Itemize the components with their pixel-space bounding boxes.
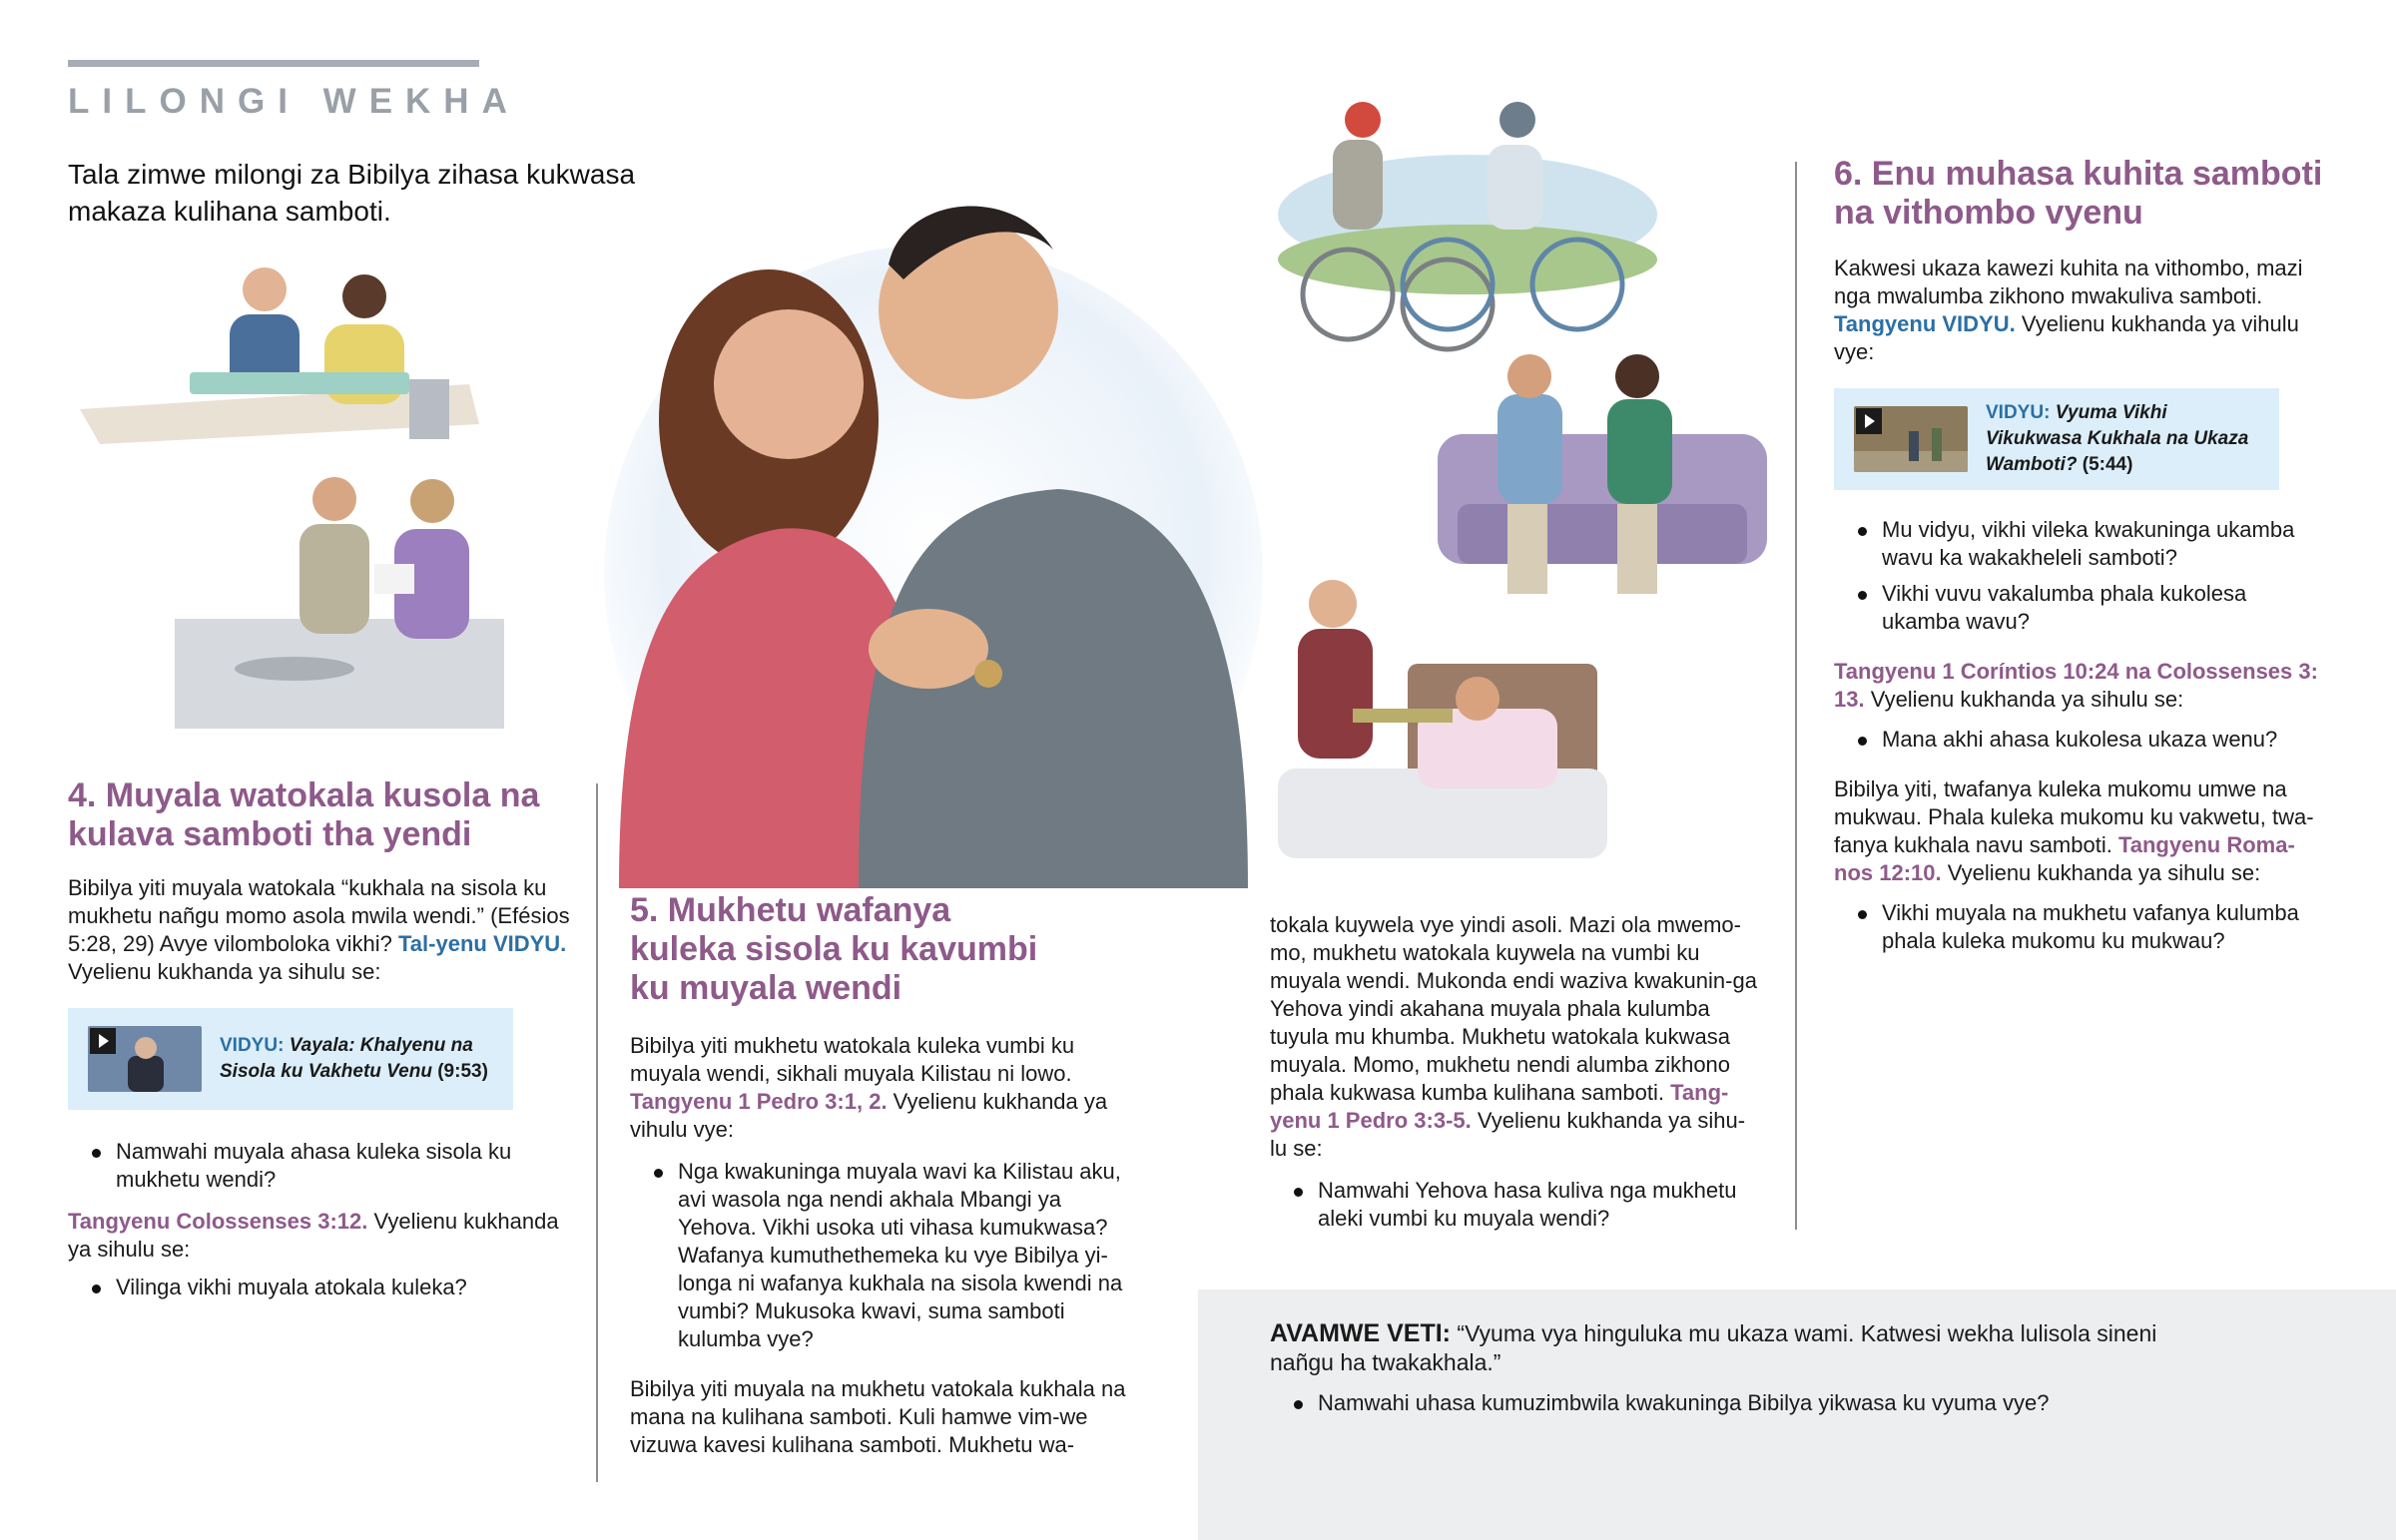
question-item: Vikhi muyala na mukhetu vafanya kulumba phala kuleka mukomu ku mukwau?: [1834, 899, 2323, 955]
objection-quote: [1270, 1319, 2208, 1377]
section-6-text-2: Vyelienu kukhanda ya sihulu se:: [1864, 687, 2184, 712]
play-icon: [90, 1028, 116, 1054]
section-5-heading: 5. Mukhetu wafanya kuleka sisola ku kavumbi ku muyala wendi: [630, 891, 1038, 1007]
objection-text: “Vyuma vya hinguluka mu ukaza wami. Katwesi wekha lulisola sineni nañgu ha twakakhala.”: [1270, 1320, 2157, 1375]
section-6-text: Kakwesi ukaza kawezi kuhita na vithombo, mazi nga mwalumba zikhono mwakuliva samboti.: [1834, 256, 2303, 308]
section-6-text-3: Bibilya yiti, twafanya kuleka mukomu umwe na mukwau. Phala kuleka mukomu ku vakwetu, twa-fanya kukhala navu samboti.: [1834, 776, 2314, 857]
question-item: Namwahi Yehova hasa kuliva nga mukhetu aleki vumbi ku muyala wendi?: [1270, 1177, 1759, 1233]
section-5-paragraph-2: Bibilya yiti muyala na mukhetu vatokala kukhala na mana na kulihana samboti. Kuli hamwe vim-we vizuwa kavesi kulihana samboti. Mukhetu wa-: [630, 1376, 1126, 1457]
section-6-paragraph-3: [1834, 775, 2323, 887]
question-item: Namwahi uhasa kumuzimbwila kwakuninga Bibilya yikwasa ku vyuma vye?: [1270, 1389, 2208, 1417]
question-item: Vikhi vuvu vakalumba phala kukolesa ukamba wavu?: [1834, 580, 2323, 636]
video-duration: (5:44): [2082, 454, 2133, 475]
section-4-text-2: Vyelienu kukhanda ya sihulu se:: [68, 1209, 559, 1262]
section-6-questions-3: [1834, 899, 2323, 955]
video-label: VIDYU:: [1986, 402, 2051, 423]
video-thumbnail: [88, 1026, 202, 1092]
video-label: VIDYU:: [220, 1035, 285, 1056]
section-6-paragraph-2: [1834, 658, 2323, 714]
section-5: [630, 891, 1129, 1459]
section-5-text-3: tokala kuywela vye yindi asoli. Mazi ola mwemo-mo, mukhetu watokala kuywela na vumbi ku muyala wendi. Mukonda endi waziva kwakunin-ga Yehova yindi akahana muyala phala kulumba tuyula mu khumba. Mukhetu watokala kukwasa muyala. Momo, mukhetu nendi alumba zikhono phala kukwasa kumba kulihana samboti.: [1270, 912, 1757, 1105]
column-divider: [596, 783, 598, 1482]
cycling-couple-illustration: [1268, 95, 1657, 364]
question-item: Nga kwakuninga muyala wavi ka Kilistau aku, avi wasola nga nendi akhala Mbangi ya Yehova. Vikhi usoka uti vihasa kumukwasa? Wafanya kumuthethemeka ku vye Bibilya yi-longa ni wafanya kukhala na sisola kwendi na vumbi? Mukusoka kwavi, suma samboti kulumba vye?: [630, 1158, 1129, 1353]
video-card-husbands[interactable]: [68, 1008, 513, 1110]
video-card-marriage[interactable]: [1834, 388, 2279, 490]
section-6-paragraph: [1834, 255, 2323, 366]
video-caption: [1986, 400, 2259, 478]
scripture-ref[interactable]: Tangyenu Colossenses 3:12.: [68, 1209, 368, 1234]
couple-holding-hands-illustration: [559, 170, 1268, 888]
section-6-questions-2: [1834, 726, 2323, 754]
question-item: Mu vidyu, vikhi vileka kwakuninga ukamba wavu ka wakakheleli samboti?: [1834, 516, 2323, 572]
question-item: Mana akhi ahasa kukolesa ukaza wenu?: [1834, 726, 2323, 754]
section-5-text: Bibilya yiti mukhetu watokala kuleka vumbi ku muyala wendi, sikhali muyala Kilistau ni lowo.: [630, 1033, 1075, 1086]
section-5-text-end: Vyelienu kukhanda ya vihulu vye:: [630, 1089, 1108, 1142]
video-link[interactable]: Tangyenu VIDYU.: [1834, 311, 2016, 336]
objection-content: [1270, 1319, 2208, 1417]
section-5-questions: [630, 1158, 1129, 1353]
section-5-paragraph: [630, 1032, 1129, 1144]
section-4-text: Bibilya yiti muyala watokala “kukhala na sisola ku mukhetu nañgu momo asola mwila wendi.” (Efésios 5:28, 29) Avye vilomboloka vikhi?: [68, 875, 570, 956]
section-5-text-3-end: Vyelienu kukhanda ya sihu-lu se:: [1270, 1108, 1746, 1161]
video-link[interactable]: Tal-yenu VIDYU.: [398, 931, 567, 956]
video-title: Vyuma Vikhi Vikukwasa Kukhala na Ukaza Wamboti?: [1986, 402, 2249, 475]
section-5-continued: [1270, 911, 1759, 1233]
section-4: [68, 776, 587, 1301]
section-4-questions-2: [68, 1274, 587, 1301]
section-label: LILONGI WEKHA: [68, 82, 520, 121]
video-thumbnail: [1854, 406, 1968, 472]
video-duration: (9:53): [437, 1061, 488, 1082]
section-6-heading: 6. Enu muhasa kuhita samboti na vithombo vyenu: [1834, 155, 2323, 232]
objection-questions: [1270, 1389, 2208, 1417]
section-rule: [68, 60, 479, 67]
scripture-ref[interactable]: Tangyenu Roma-nos 12:10.: [1834, 832, 2295, 885]
question-item: Namwahi muyala ahasa kuleka sisola ku mukhetu wendi?: [68, 1138, 587, 1194]
kitchen-couple-illustration: [175, 469, 534, 729]
section-5-questions-2: [1270, 1177, 1759, 1233]
caregiving-illustration: [1268, 569, 1627, 883]
section-4-paragraph: [68, 874, 587, 986]
section-6: [1834, 155, 2323, 955]
question-item: Vilinga vikhi muyala atokala kuleka?: [68, 1274, 587, 1301]
study-couple-illustration: [80, 255, 479, 459]
scripture-ref[interactable]: Tangyenu 1 Coríntios 10:24 na Colossenses 3: 13.: [1834, 659, 2318, 712]
section-5-paragraph-3: [1270, 911, 1759, 1163]
section-4-text-end: Vyelienu kukhanda ya sihulu se:: [68, 959, 381, 984]
section-4-paragraph-2: [68, 1208, 587, 1264]
objection-label: AVAMWE VETI:: [1270, 1319, 1452, 1347]
video-caption: [220, 1033, 493, 1085]
play-icon: [1856, 408, 1882, 434]
scripture-ref[interactable]: Tangyenu 1 Pedro 3:1, 2.: [630, 1089, 888, 1114]
section-4-heading: 4. Muyala watokala kusola na kulava samboti tha yendi: [68, 776, 540, 853]
intro-text: Tala zimwe milongi za Bibilya zihasa kukwasa makaza kulihana samboti.: [68, 159, 636, 227]
section-6-text-end: Vyelienu kukhanda ya vihulu vye:: [1834, 311, 2299, 364]
section-4-questions: [68, 1138, 587, 1194]
video-title: Vayala: Khalyenu na Sisola ku Vakhetu Venu: [220, 1035, 473, 1082]
section-6-questions: [1834, 516, 2323, 636]
column-divider: [1795, 162, 1797, 1230]
section-6-text-3-end: Vyelienu kukhanda ya sihulu se:: [1941, 860, 2261, 885]
scripture-ref[interactable]: Tang-yenu 1 Pedro 3:3-5.: [1270, 1080, 1729, 1133]
